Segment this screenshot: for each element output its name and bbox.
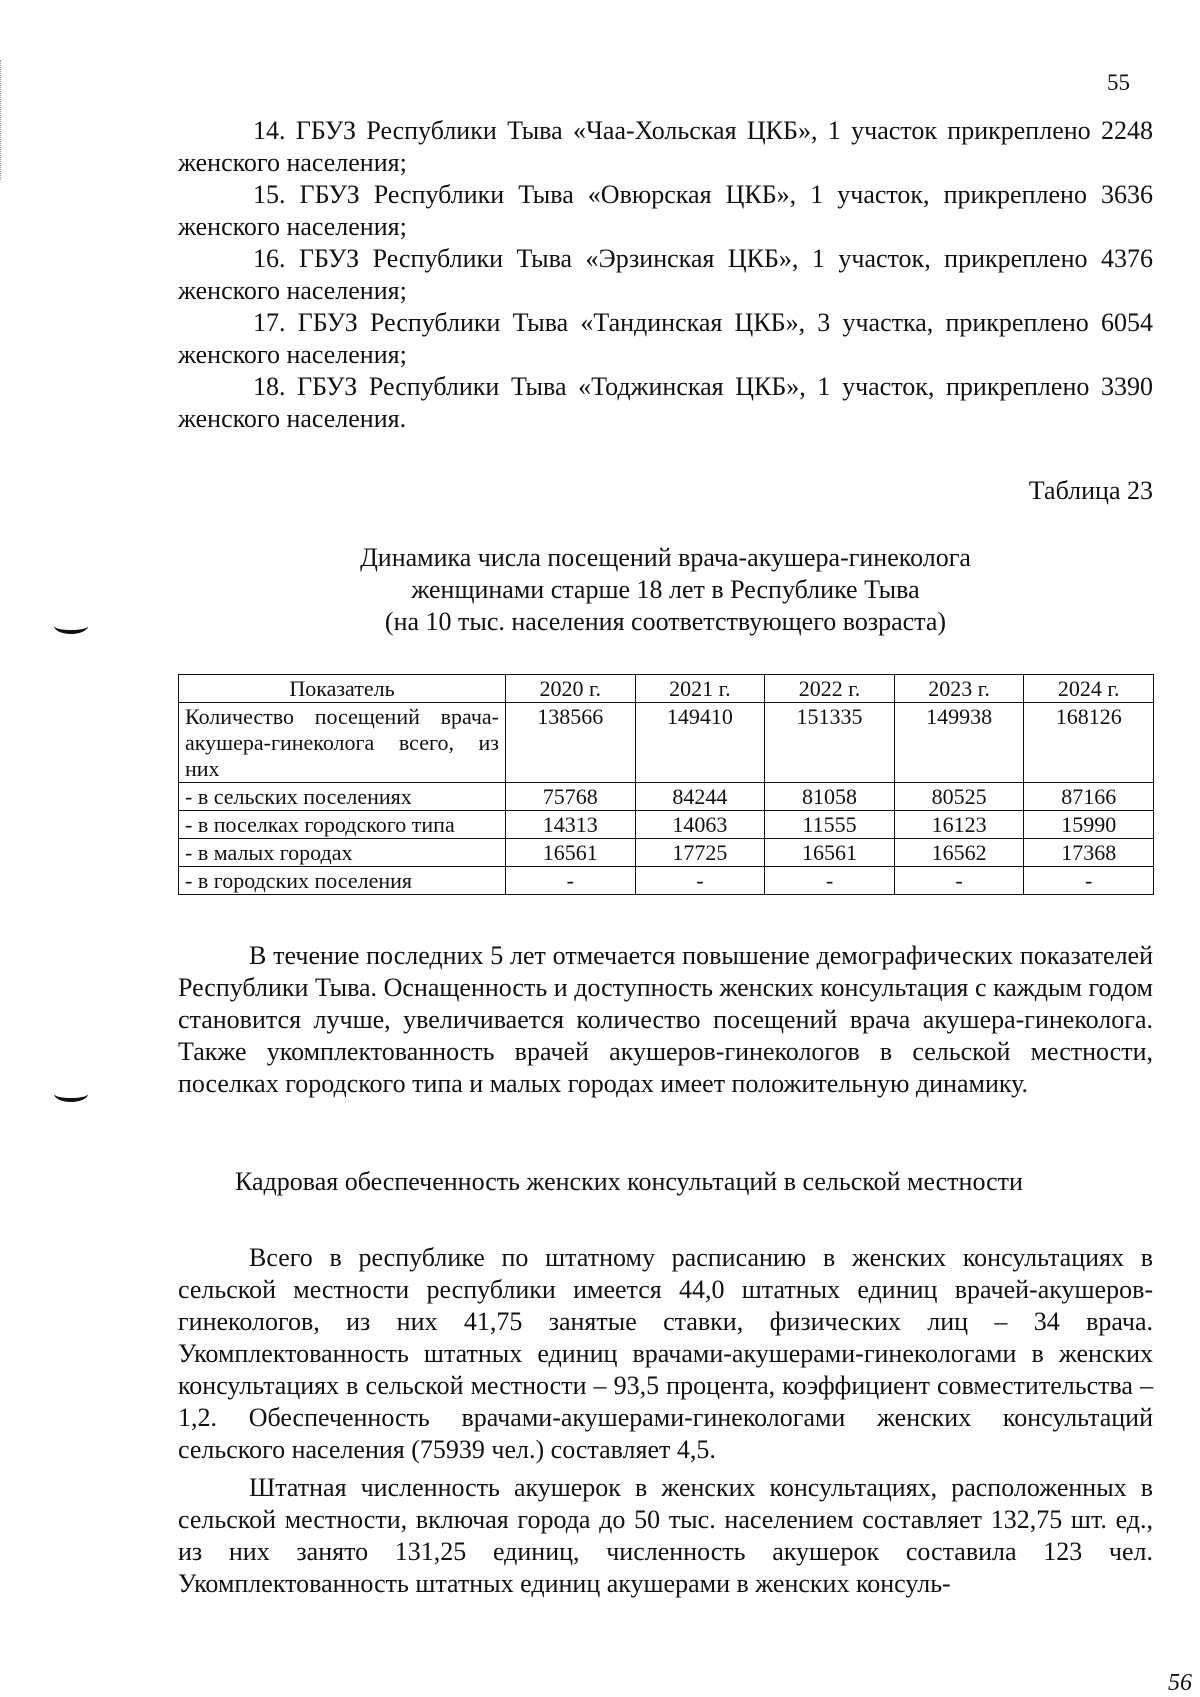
list-item: 16. ГБУЗ Республики Тыва «Эрзинская ЦКБ», 1 участок, прикреплено 4376 женского населения; [178,244,1153,305]
table-row [179,703,1154,783]
visits-table [178,674,1154,895]
column-header: 2020 г. [506,675,636,703]
table-cell: - [765,867,895,895]
list-item: 18. ГБУЗ Республики Тыва «Тоджинская ЦКБ», 1 участок, прикреплено 3390 женского населения. [178,372,1153,433]
table-cell: 17725 [635,839,765,867]
table-row [179,839,1154,867]
table-cell: 16561 [765,839,895,867]
margin-mark [54,618,88,634]
next-page-number-mark: 56 [1168,1670,1192,1696]
table-cell: 75768 [506,783,636,811]
table-cell: - [1024,867,1154,895]
table-row [179,783,1154,811]
table-cell: 168126 [1024,703,1154,783]
body-paragraph: Штатная численность акушерок в женских консультациях, расположенных в сельской местности, включая города до 50 тыс. населением составляет 132,75 шт. ед., из них занято 131,25 единиц, численность акушерок составила 123 чел. Укомплектованность штатных единиц акушерами в женских консуль- [178,1473,1153,1598]
section-heading: Кадровая обеспеченность женских консультаций в сельской местности [235,1167,1023,1196]
table-cell: 16561 [506,839,636,867]
list-item: 15. ГБУЗ Республики Тыва «Овюрская ЦКБ», 1 участок, прикреплено 3636 женского населения; [178,180,1153,241]
table-cell: - [894,867,1024,895]
body-paragraph: В течение последних 5 лет отмечается повышение демографических показателей Республики Тыва. Оснащенность и доступность женских консультация с каждым годом становится лучше, увеличивается количество посещений врача акушера-гинеколога. Также укомплектованность врачей акушеров-гинекологов в сельской местности, поселках городского типа и малых городах имеет положительную динамику. [178,941,1153,1098]
table-cell: 16562 [894,839,1024,867]
column-header: 2023 г. [894,675,1024,703]
page-number: 55 [1107,70,1130,95]
table-cell: 11555 [765,811,895,839]
row-label: Количество посещений врача-акушера-гинеколога всего, из них [179,703,506,783]
table-cell: 138566 [506,703,636,783]
table-cell: 149410 [635,703,765,783]
column-header: 2024 г. [1024,675,1154,703]
margin-mark [54,1086,88,1102]
table-cell: 84244 [635,783,765,811]
table-cell: 15990 [1024,811,1154,839]
table-label: Таблица 23 [1028,476,1153,505]
facility-list [178,115,1153,435]
column-header: 2021 г. [635,675,765,703]
list-item: 17. ГБУЗ Республики Тыва «Тандинская ЦКБ», 3 участка, прикреплено 6054 женского населения; [178,308,1153,369]
table-title-line: (на 10 тыс. населения соответствующего возраста) [384,607,947,636]
column-header: 2022 г. [765,675,895,703]
table-cell: - [506,867,636,895]
table-cell: 16123 [894,811,1024,839]
section-body [178,1242,1153,1600]
table-cell: 151335 [765,703,895,783]
table-title-line: Динамика числа посещений врача-акушера-гинеколога [360,543,971,572]
table-cell: 149938 [894,703,1024,783]
scan-edge-marks [0,60,4,180]
row-label: - в поселках городского типа [179,811,506,839]
table-cell: 17368 [1024,839,1154,867]
table-cell: 14063 [635,811,765,839]
summary-paragraph-block [178,940,1153,1100]
list-item: 14. ГБУЗ Республики Тыва «Чаа-Хольская ЦКБ», 1 участок прикреплено 2248 женского населения; [178,116,1153,177]
row-label: - в малых городах [179,839,506,867]
table-title [178,542,1153,638]
table-row [179,811,1154,839]
column-header: Показатель [179,675,506,703]
table-header-row [179,675,1154,703]
table-cell: 14313 [506,811,636,839]
row-label: - в городских поселения [179,867,506,895]
table-cell: 81058 [765,783,895,811]
table-row [179,867,1154,895]
row-label: - в сельских поселениях [179,783,506,811]
body-paragraph: Всего в республике по штатному расписанию в женских консультациях в сельской местности республики имеется 44,0 штатных единиц врачей-акушеров-гинекологов, из них 41,75 занятые ставки, физических лиц – 34 врача. Укомплектованность штатных единиц врачами-акушерами-гинекологами в женских консультациях в сельской местности – 93,5 процента, коэффициент совместительства – 1,2. Обеспеченность врачами-акушерами-гинекологами женских консультаций сельского населения (75939 чел.) составляет 4,5. [178,1243,1153,1464]
table-title-line: женщинами старше 18 лет в Республике Тыва [411,575,920,604]
table-cell: - [635,867,765,895]
table-cell: 87166 [1024,783,1154,811]
table-cell: 80525 [894,783,1024,811]
